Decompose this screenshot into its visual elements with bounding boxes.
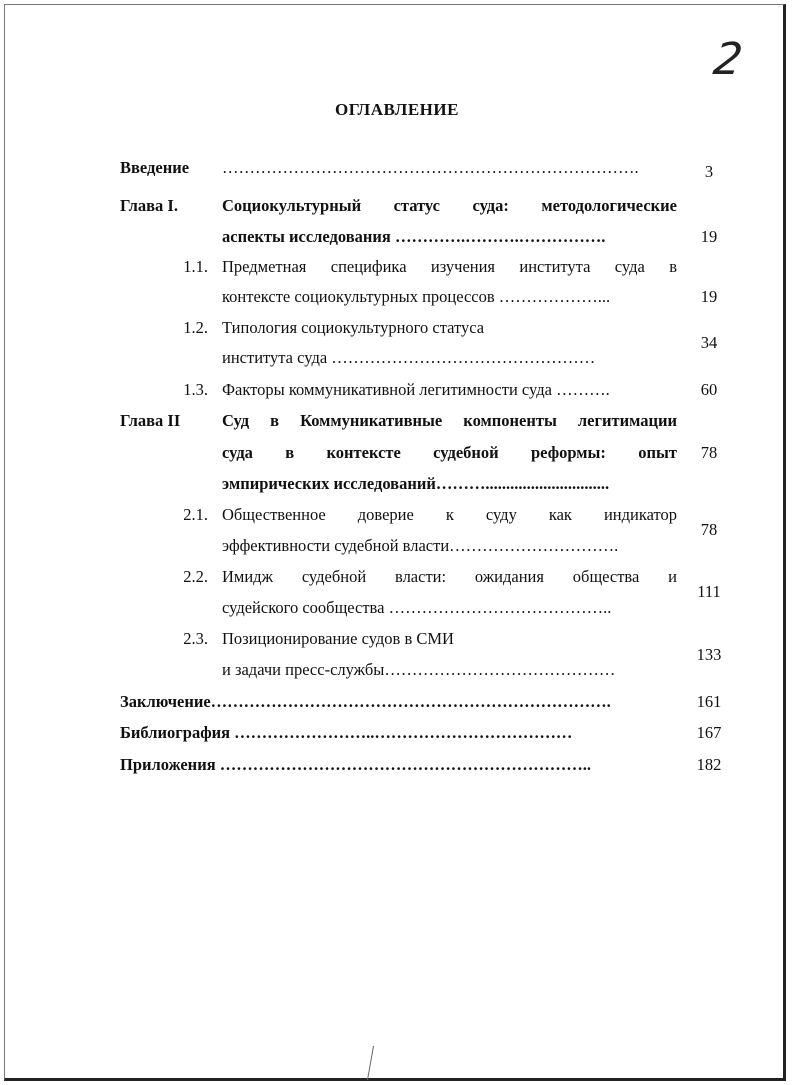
- toc-page: 133: [696, 645, 722, 664]
- toc-title-line: судейского сообщества …………………………………..: [222, 598, 612, 617]
- toc-title-line: аспекты исследования ………….……….…………….: [222, 227, 606, 246]
- toc-title-line: эффективности судебной власти………………………….: [222, 536, 619, 555]
- toc-title-line: Социокультурный статус суда: методологические: [222, 196, 677, 215]
- toc-title-line: Позиционирование судов в СМИ: [222, 629, 454, 648]
- toc-title-line: Приложения …………………………………………………………..: [120, 755, 591, 774]
- toc-number: 2.3.: [183, 629, 208, 648]
- toc-title-line: Предметная специфика изучения института суда в: [222, 257, 677, 276]
- toc-title-line: Суд в Коммуникативные компоненты легитимации: [222, 411, 677, 430]
- toc-title-line: института суда …………………………………………: [222, 348, 596, 367]
- toc-title-line: Типология социокультурного статуса: [222, 318, 485, 337]
- toc-page: 78: [700, 443, 718, 462]
- toc-number: 1.2.: [183, 318, 208, 337]
- toc-title-line: контексте социокультурных процессов ………………...: [222, 287, 611, 306]
- toc-number: 1.1.: [183, 257, 208, 276]
- toc-number: 1.3.: [183, 380, 208, 399]
- toc-title-line: Имидж судебной власти: ожидания общества и: [222, 567, 677, 586]
- toc-page: 34: [700, 333, 718, 352]
- toc-leader-dots: ………………………………………………………………….: [222, 158, 639, 177]
- toc-page: 3: [704, 162, 714, 181]
- toc-page: 78: [700, 520, 718, 539]
- toc-page: 182: [696, 755, 722, 774]
- toc-label: Введение: [120, 158, 190, 177]
- toc-page: 111: [697, 582, 721, 601]
- toc-title-line: суда в контексте судебной реформы: опыт: [222, 443, 677, 462]
- toc-label: Глава II: [120, 411, 181, 430]
- toc-number: 2.2.: [183, 567, 208, 586]
- handwritten-page-number: 2: [710, 34, 746, 85]
- toc-page: 60: [700, 380, 718, 399]
- page-title: ОГЛАВЛЕНИЕ: [335, 100, 459, 119]
- toc-title-line: эмпирических исследований………..............................: [222, 474, 610, 493]
- toc-title-line: и задачи пресс-службы……………………………………: [222, 660, 616, 679]
- toc-title-line: Общественное доверие к суду как индикатор: [222, 505, 677, 524]
- toc-title-line: Заключение……………………………………………………………….: [120, 692, 611, 711]
- toc-title-line: Факторы коммуникативной легитимности суда ……….: [222, 380, 610, 399]
- toc-title-line: Библиография ……………………..………………………………: [120, 723, 573, 742]
- toc-number: 2.1.: [183, 505, 208, 524]
- toc-page: 167: [696, 723, 722, 742]
- toc-page: 19: [700, 227, 718, 246]
- toc-label: Глава I.: [120, 196, 178, 215]
- toc-page: 161: [696, 692, 722, 711]
- toc-page: 19: [700, 287, 718, 306]
